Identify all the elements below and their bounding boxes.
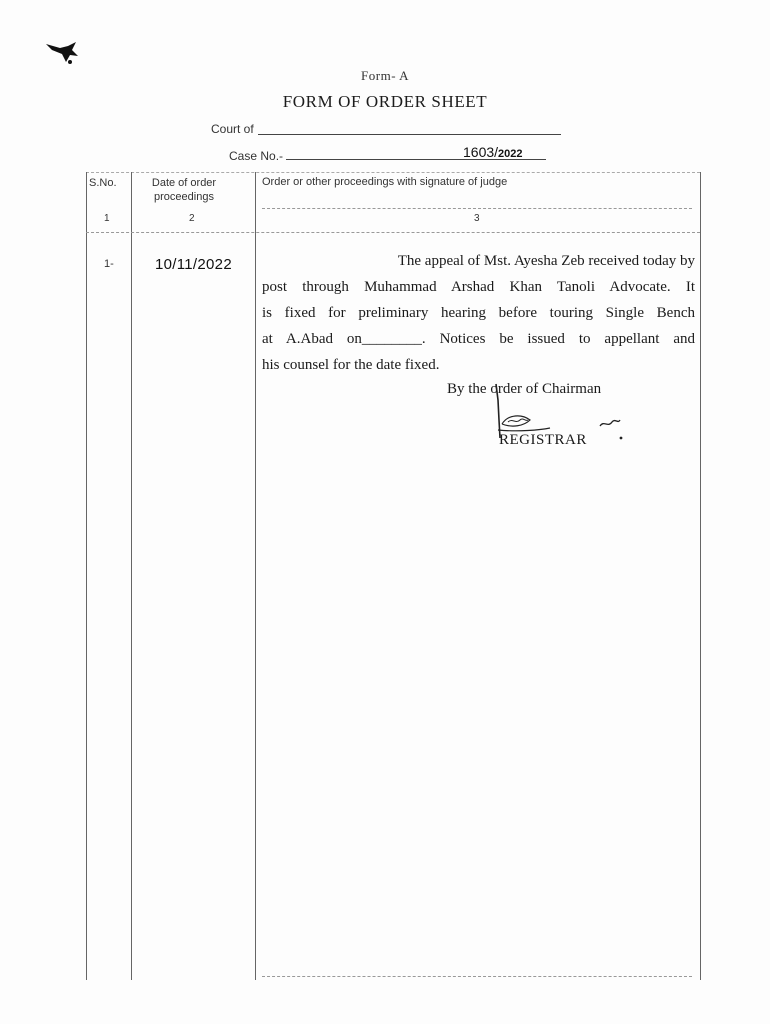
order-line: is fixed for preliminary hearing before touring Single Bench [262,305,695,321]
table-bottom-rule [262,976,692,977]
column-divider-1 [131,172,132,980]
column-divider-2 [255,172,256,980]
column-header-order: Order or other proceedings with signature of judge [262,176,508,188]
case-number: 1603/ [463,144,499,160]
order-line: The appeal of Mst. Ayesha Zeb received today by [397,253,695,269]
column-header-date: Date of order proceedings [151,177,217,203]
case-year: 2022 [498,148,523,160]
case-number-value [463,144,523,160]
column-number-3: 3 [474,213,480,224]
by-order-text: By the order of Chairman [447,381,602,397]
row-serial-number: 1- [104,258,114,270]
table-top-rule [86,172,700,173]
table-right-border [700,172,701,980]
case-number-label: Case No.- [229,149,284,163]
court-field-line [258,134,561,135]
row-order-date: 10/11/2022 [155,256,232,273]
registrar-title: REGISTRAR [499,432,587,448]
column-number-2: 2 [189,213,195,224]
number-row-separator [86,232,700,233]
ink-blot [42,38,92,68]
court-label: Court of [211,122,254,136]
order-line: post through Muhammad Arshad Khan Tanoli Advocate. It [262,279,695,295]
order-line: at A.Abad on________. Notices be issued to appellant and [262,331,695,347]
table-left-border [86,172,87,980]
column-number-1: 1 [104,213,110,224]
column-header-sno: S.No. [89,177,117,189]
form-title: FORM OF ORDER SHEET [282,92,488,111]
order-line: his counsel for the date fixed. [262,357,440,373]
form-label: Form- A [361,68,409,83]
header-separator [262,208,692,209]
order-text [262,248,695,388]
